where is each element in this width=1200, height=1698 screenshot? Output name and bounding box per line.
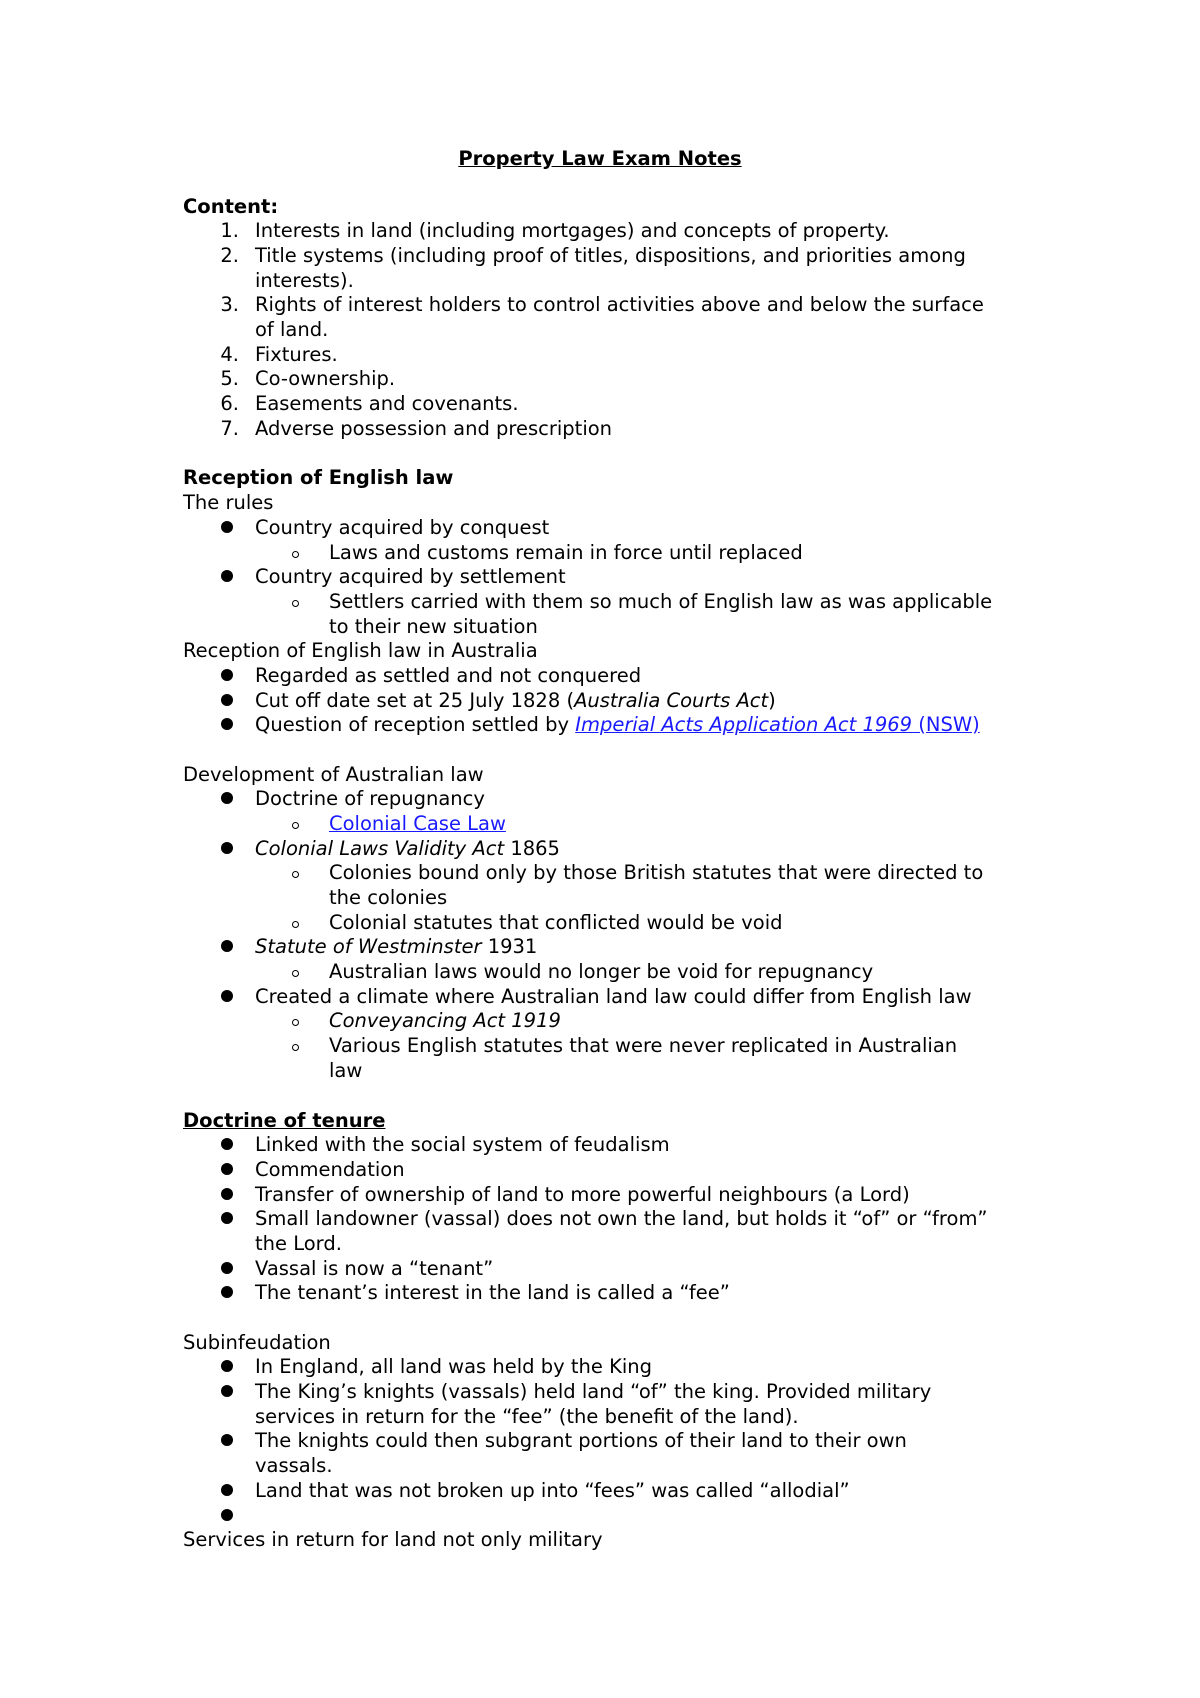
sub-bullet-icon — [292, 1019, 299, 1026]
bullet-text: Linked with the social system of feudalism — [255, 1133, 670, 1156]
bullet-icon — [221, 1212, 233, 1224]
bullet-icon — [221, 940, 233, 952]
sub-bullet-icon — [292, 600, 299, 607]
list-item-text: of land. — [255, 318, 329, 341]
bullet-icon — [221, 1163, 233, 1175]
sub-bullet-text: Settlers carried with them so much of English law as was applicable — [329, 590, 993, 613]
colonial-case-law-link[interactable]: Colonial Case Law — [329, 812, 506, 835]
bullet-text: Country acquired by settlement — [255, 565, 566, 588]
sub-bullet-text: Australian laws would no longer be void for repugnancy — [329, 960, 874, 983]
list-item-text: Fixtures. — [255, 343, 338, 366]
list-number: 4. — [220, 343, 239, 366]
development-label: Development of Australian law — [183, 763, 484, 786]
list-number: 2. — [220, 244, 239, 267]
bullet-text: Land that was not broken up into “fees” was called “allodial” — [255, 1479, 850, 1502]
imperial-acts-link[interactable]: Imperial Acts Application Act 1969 (NSW) — [575, 713, 980, 736]
bullet-icon — [221, 694, 233, 706]
bullet-text: The King’s knights (vassals) held land “of” the king. Provided military — [255, 1380, 932, 1403]
tenure-heading: Doctrine of tenure — [183, 1109, 386, 1132]
sub-bullet-text: Conveyancing Act 1919 — [329, 1009, 561, 1032]
list-number: 3. — [220, 293, 239, 316]
sub-bullet-icon — [292, 1044, 299, 1051]
bullet-text: The tenant’s interest in the land is called a “fee” — [255, 1281, 730, 1304]
bullet-text: Country acquired by conquest — [255, 516, 550, 539]
bullet-icon — [221, 1385, 233, 1397]
bullet-icon — [221, 792, 233, 804]
bullet-icon — [221, 718, 233, 730]
bullet-text: Statute of Westminster 1931 — [255, 935, 538, 958]
sub-bullet-icon — [292, 970, 299, 977]
list-item-text: Easements and covenants. — [255, 392, 519, 415]
sub-bullet-text: the colonies — [329, 886, 448, 909]
bullet-text: Doctrine of repugnancy — [255, 787, 485, 810]
rules-label: The rules — [183, 491, 274, 514]
bullet-icon — [221, 521, 233, 533]
bullet-text: Commendation — [255, 1158, 405, 1181]
sub-bullet-icon — [292, 822, 299, 829]
bullet-icon — [221, 1188, 233, 1200]
list-number: 1. — [220, 219, 239, 242]
sub-bullet-text: Colonial statutes that conflicted would be void — [329, 911, 783, 934]
sub-bullet-text: Colonies bound only by those British statutes that were directed to — [329, 861, 984, 884]
sub-bullet-icon — [292, 551, 299, 558]
australia-label: Reception of English law in Australia — [183, 639, 538, 662]
sub-bullet-text: Laws and customs remain in force until replaced — [329, 541, 803, 564]
bullet-text: The knights could then subgrant portions of their land to their own — [255, 1429, 907, 1452]
services-text: Services in return for land not only military — [183, 1528, 603, 1551]
list-number: 6. — [220, 392, 239, 415]
bullet-text: In England, all land was held by the King — [255, 1355, 653, 1378]
bullet-icon — [221, 1262, 233, 1274]
bullet-icon — [221, 1138, 233, 1150]
list-item-text: Title systems (including proof of titles, dispositions, and priorities among — [255, 244, 966, 267]
sub-bullet-icon — [292, 871, 299, 878]
bullet-icon — [221, 570, 233, 582]
bullet-text: the Lord. — [255, 1232, 342, 1255]
sub-bullet-text: Various English statutes that were never replicated in Australian — [329, 1034, 958, 1057]
bullet-text: Created a climate where Australian land law could differ from English law — [255, 985, 972, 1008]
bullet-text: Colonial Laws Validity Act 1865 — [255, 837, 560, 860]
sub-bullet-text: law — [329, 1059, 363, 1082]
bullet-text: Question of reception settled by Imperial Acts Application Act 1969 (NSW) — [255, 713, 980, 736]
bullet-text: vassals. — [255, 1454, 333, 1477]
bullet-text: Cut off date set at 25 July 1828 (Australia Courts Act) — [255, 689, 776, 712]
list-number: 7. — [220, 417, 239, 440]
list-item-text: Adverse possession and prescription — [255, 417, 613, 440]
bullet-icon — [221, 669, 233, 681]
subinfeudation-label: Subinfeudation — [183, 1331, 331, 1354]
bullet-icon — [221, 1509, 233, 1521]
reception-heading: Reception of English law — [183, 466, 454, 489]
bullet-text: services in return for the “fee” (the benefit of the land). — [255, 1405, 799, 1428]
bullet-text: Regarded as settled and not conquered — [255, 664, 642, 687]
bullet-icon — [221, 1360, 233, 1372]
content-heading: Content: — [183, 195, 279, 218]
sub-bullet-icon — [292, 921, 299, 928]
bullet-icon — [221, 842, 233, 854]
sub-bullet-text: to their new situation — [329, 615, 538, 638]
list-item-text: Rights of interest holders to control activities above and below the surface — [255, 293, 984, 316]
bullet-icon — [221, 1434, 233, 1446]
bullet-text: Transfer of ownership of land to more powerful neighbours (a Lord) — [255, 1183, 910, 1206]
list-item-text: Interests in land (including mortgages) and concepts of property. — [255, 219, 890, 242]
bullet-text: Vassal is now a “tenant” — [255, 1257, 494, 1280]
bullet-icon — [221, 1286, 233, 1298]
list-item-text: Co-ownership. — [255, 367, 396, 390]
list-item-text: interests). — [255, 269, 354, 292]
bullet-icon — [221, 990, 233, 1002]
list-number: 5. — [220, 367, 239, 390]
bullet-icon — [221, 1484, 233, 1496]
page-title: Property Law Exam Notes — [458, 147, 742, 170]
bullet-text: Small landowner (vassal) does not own the land, but holds it “of” or “from” — [255, 1207, 988, 1230]
